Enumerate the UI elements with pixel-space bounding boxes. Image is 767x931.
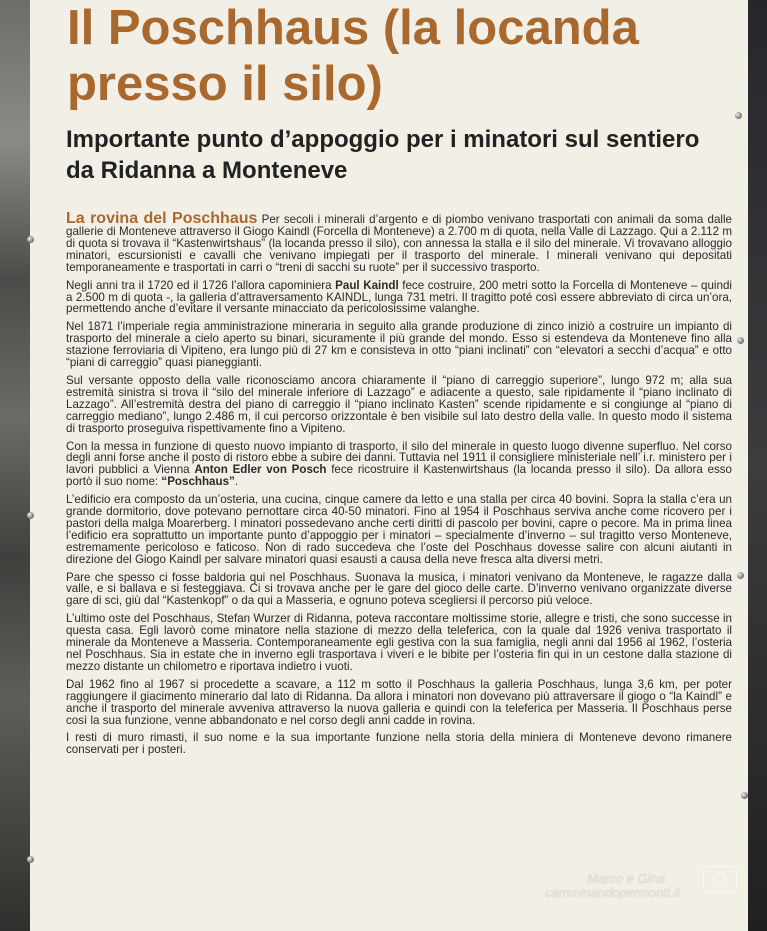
background-right [748,0,767,931]
name-anton-posch: Anton Edler von Posch [194,463,327,477]
paragraph-5-text-a: Con la messa in funzione di questo nuovo impianto di trasporto, il silo del minerale in questo luogo divenne superfluo. Nel corso degli anni forse anche il posto di ristoro ebbe a subire dei danni. Tuttavia nel 1911 il consigliere ministeriale nell’ i.r. ministero per i lavori pubblici a Vienna [66,439,732,477]
paragraph-2-text-b: fece costruire, 200 metri sotto la Forcella di Monteneve – quindi a 2.500 m di quota -, la galleria d’attraversamento KAINDL, lunga 731 metri. Il tragitto poté così essere abbreviato di circa un’ora, permettendo anche d’evitare il versante minacciato da pericolosissime valanghe. [66,278,732,316]
sign-subtitle: Importante punto d’appoggio per i minatori sul sentiero da Ridanna a Monteneve [66,126,700,184]
paragraph-5-text-b: fece ricostruire il Kastenwirtshaus (la locanda presso il silo). Da allora esso portò il suo nome: [66,463,733,489]
paragraph-7: Pare che spesso ci fosse baldoria qui nel Poschhaus. Suonava la musica, i minatori venivano da Monteneve, le ragazze dalla valle, e si ballava e si festeggiava. Ci si trovava anche per le gare del gioco delle carte. D’inverno venivano organizzate diverse gare di sci, giù dal “Kastenkopf” o da qui a Masseria, e ognuno poteva scegliersi il percorso più veloce. [66,570,732,608]
screw-left-bottom [27,856,34,863]
screw-left-mid [27,512,34,519]
sign-body [66,212,732,762]
poschhaus-quote: “Poschhaus” [161,475,235,489]
paragraph-3: Nel 1871 l’imperiale regia amministrazione mineraria in seguito alla grande produzione di zinco iniziò a costruire un impianto di trasporto del minerale a cielo aperto su binari, sicuramente il più grande del mondo. Esso si estendeva da Monteneve fino alla stazione ferroviaria di Vipiteno, era lungo più di 27 km e consisteva in otto “piani inclinati” con “elevatori a secchi d’acqua” e otto “piani di carreggio” quasi pianeggianti. [66,320,732,370]
paragraph-1 [66,212,732,274]
screw-right-upper [737,337,744,344]
paragraph-9: Dal 1962 fino al 1967 si procedette a scavare, a 112 m sotto il Poschhaus la galleria Poschhaus, lunga 3,6 km, per poter raggiungere il giacimento minerario dal lato di Ridanna. Da allora i minatori non dovevano più attraversare il giogo o “la Kaindl” e anche il trasporto del minerale avveniva attraverso la nuova galleria e quindi con la teleferica per Masseria. Il Poschhaus perse così la sua funzione, venne abbandonato e nel corso degli anni cadde in rovina. [66,677,732,727]
paragraph-8: L’ultimo oste del Poschhaus, Stefan Wurzer di Ridanna, poteva raccontare moltissime storie, allegre e tristi, che sono successe in questa casa. Egli lavorò come minatore nella stazione di mezzo della teleferica, con la quale dal 1926 veniva trasportato il minerale da Monteneve a Masseria. Contemporaneamente egli gestiva con la sua famiglia, negli anni dal 1956 al 1962, l’osteria nel Poschhaus. Sia in estate che in inverno egli trasportava i viveri e le bibite per l’osteria fin qui in un cestone dalla stazione di mezzo distante un chilometro e riportava indietro i vuoti. [66,612,732,673]
section-heading: La rovina del Poschhaus [66,210,258,227]
paragraph-5-end: . [234,475,239,489]
screw-right-top [735,112,742,119]
paragraph-4: Sul versante opposto della valle riconosciamo ancora chiaramente il “piano di carreggio superiore”, lungo 972 m; alla sua estremità sinistra si trova il “silo del minerale inferiore di Lazzago” e adiacente a questo, sale ripidamente il “piano inclinato di Lazzago”. All’estremità destra del piano di carreggio il “piano inclinato Kasten” scende ripidamente e si congiunge al “piano di carreggio mediano”, lungo 2.486 m, il cui percorso orizzontale è ben visibile sul lato destro della valle. In questo modo il sistema di trasporto proseguiva rispettivamente fino a Vipiteno. [66,373,732,435]
paragraph-10: I resti di muro rimasti, il suo nome e la sua importante funzione nella storia della miniera di Monteneve devono rimanere conservati per i posteri. [66,731,732,757]
screw-left-top [27,236,34,243]
paragraph-1-text: Per secoli i minerali d’argento e di piombo venivano trasportati con animali da soma dalle gallerie di Monteneve attraverso il Giogo Kaindl (Forcella di Monteneve) a 2.700 m di quota, nella Valle di Lazzago. Qui a 2.112 m di quota si trovava il “Kastenwirtshaus” (la locanda presso il silo), con annessa la stalla e il silo del minerale. Vi trovavano alloggio minatori, escursionisti e cavalli che venivano impiegati per il trasporto del minerale. I minerali venivano qui depositati temporaneamente e trasportati in carri o “treni di sacchi su ruote” per il successivo trasporto. [66,213,732,274]
watermark-author: Marco e Gina [587,871,666,886]
screw-right-bottom [741,792,748,799]
watermark-site: camminandopermonti.it [545,885,681,900]
sign-title: Il Poschhaus (la locanda presso il silo) [67,1,639,111]
paragraph-5 [66,441,732,489]
photo-watermark [545,872,745,900]
paragraph-2-text-a: Negli anni tra il 1720 ed il 1726 l’allora capominiera [66,278,336,292]
name-paul-kaindl: Paul Kaindl [335,278,399,292]
paragraph-6: L’edificio era composto da un’osteria, una cucina, cinque camere da letto e una stalla per circa 40 bovini. Sopra la stalla c’era un grande dormitorio, dove potevano pernottare circa 40-50 minatori. Fino al 1954 il Poschhaus serviva anche come ricovero per i pastori della malga Moarerberg. I minatori possedevano anche certi diritti di pascolo per bovini, capre o pecore. Ma in prima linea l’edificio era soprattutto un importante punto d’appoggio per i minatori – specialmente d’inverno – sul tragitto verso Monteneve, estremamente pericoloso e faticoso. Non di rado succedeva che l’oste del Poschhaus dovesse salire con alcuni aiutanti in direzione del Giogo Kaindl per salvare minatori quasi esausti a causa della neve fresca alta diversi metri. [66,493,732,566]
paragraph-2 [66,280,732,316]
screw-right-lower [737,572,744,579]
background-left [0,0,30,931]
info-panel [30,0,748,931]
